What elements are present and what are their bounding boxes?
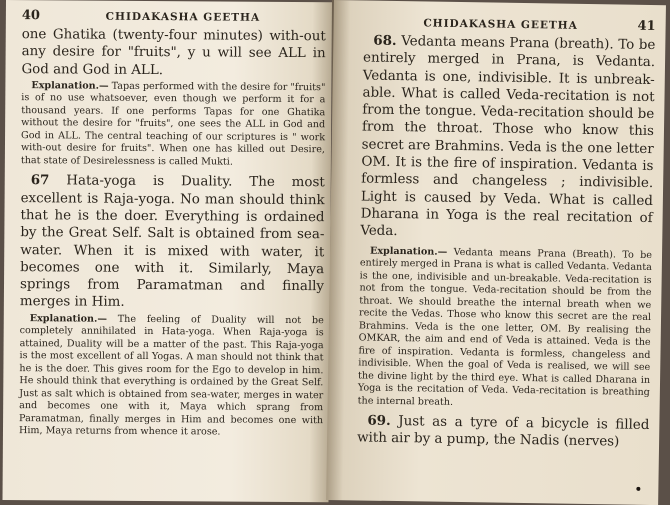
explanation-text: Tapas performed with the desire for "fruits" is of no use whatsoever, even though we perform it for a thousand years. If one performs Tapas for one Ghatika without the desire for "fruits", one sees the ALL in God and God in ALL. The central teaching of our scriptures is " work with-out desire for fruits". When one has killed out Desire, that state of Desirelessness is called Mukti. [20, 80, 326, 168]
left-running-head [22, 8, 326, 25]
verse-number: 67 [30, 172, 50, 189]
ink-dot [636, 487, 640, 491]
book-spread [6, 0, 666, 500]
verse-69 [357, 412, 650, 451]
explanation-label: Explanation.— [31, 80, 109, 92]
explanation-text: The feeling of Duality will not be completely annihilated in Hata-yoga. When Raja-yoga is attained, Duality will be a matter of the past. This Raja-yoga is the most excellent of all Yogas. A man should not think that he is the doer. This gives room for the Ego to develop in him. He should think that everything is ordained by the Great Self. Just as salt which is obtained from sea-water, merges in water and becomes one with it, Maya which sprang from Paramatman, finally merges in Him and becomes one with Him, Maya returns from whence it arose. [18, 313, 324, 438]
right-page [326, 0, 666, 505]
verse-67 [20, 172, 325, 312]
left-paragraph-continuation: one Ghatika (twenty-four minutes) with-out any desire for "fruits", y u will see ALL in God and God in ALL. [21, 27, 326, 78]
verse-number: 68. [373, 32, 397, 49]
right-running-title: CHIDAKASHA GEETHA [423, 17, 578, 32]
explanation-text: Vedanta means Prana (Breath). To be entirely merged in Prana is what is called Vedanta. Vedanta is the one, indivisible and un-breakable. Veda-recitation is not from the tongue. Veda-recitation should be from the throat. We should breathe the internal breath when we recite the Vedas. Those who know this secret are the real Brahmins. Veda is the one letter, OM. By realising the OMKAR, the aim and end of Veda is attained. Veda is the fire of inspiration. Vedanta is formless, changeless and indivisible. When the goal of Veda is realised, we will see the divine light by the third eye. What is called Dharana in Yoga is the recitation of Veda. Veda-recitation is breathing the internal breath. [357, 246, 653, 408]
left-page-number: 40 [21, 8, 41, 24]
right-page-number: 41 [637, 18, 656, 35]
verse-68 [360, 32, 655, 244]
verse-number: 69. [367, 412, 391, 430]
explanation-label: Explanation.— [29, 312, 108, 325]
left-running-title: CHIDAKASHA GEETHA [105, 10, 261, 24]
explanation-label: Explanation.— [369, 245, 448, 258]
right-running-head [364, 14, 656, 34]
verse-text: Just as a tyre of a bicycle is filled with air by a pump, the Nadis (nerves) [357, 414, 650, 450]
explanation-68 [358, 245, 653, 412]
explanation-66 [21, 80, 326, 170]
verse-text: Hata-yoga is Duality. The most excellent is Raja-yoga. No man should think that he is the doer. Everything is ordained by the Great Self. Salt is obtained from sea-water. When it is mixed with water, it becomes one with it. Similarly, Maya springs from Paramatman and finally merges in Him. [19, 173, 325, 311]
left-page [3, 0, 332, 502]
explanation-67 [19, 313, 324, 440]
verse-text: Vedanta means Prana (breath). To be entirely merged in Prana, is Vedanta. Vedanta is one, indivisible. It is unbreak-able. What is called Veda-recitation is not from the tongue. Veda-recitation should be from the throat. Those who know this secret are Brahmins. Veda is the one letter OM. It is the fire of inspiration. Vedanta is formless and changeless ; indivisible. Light is caused by Veda. What is called Dharana in Yoga is the real recitation of Veda. [360, 34, 656, 240]
